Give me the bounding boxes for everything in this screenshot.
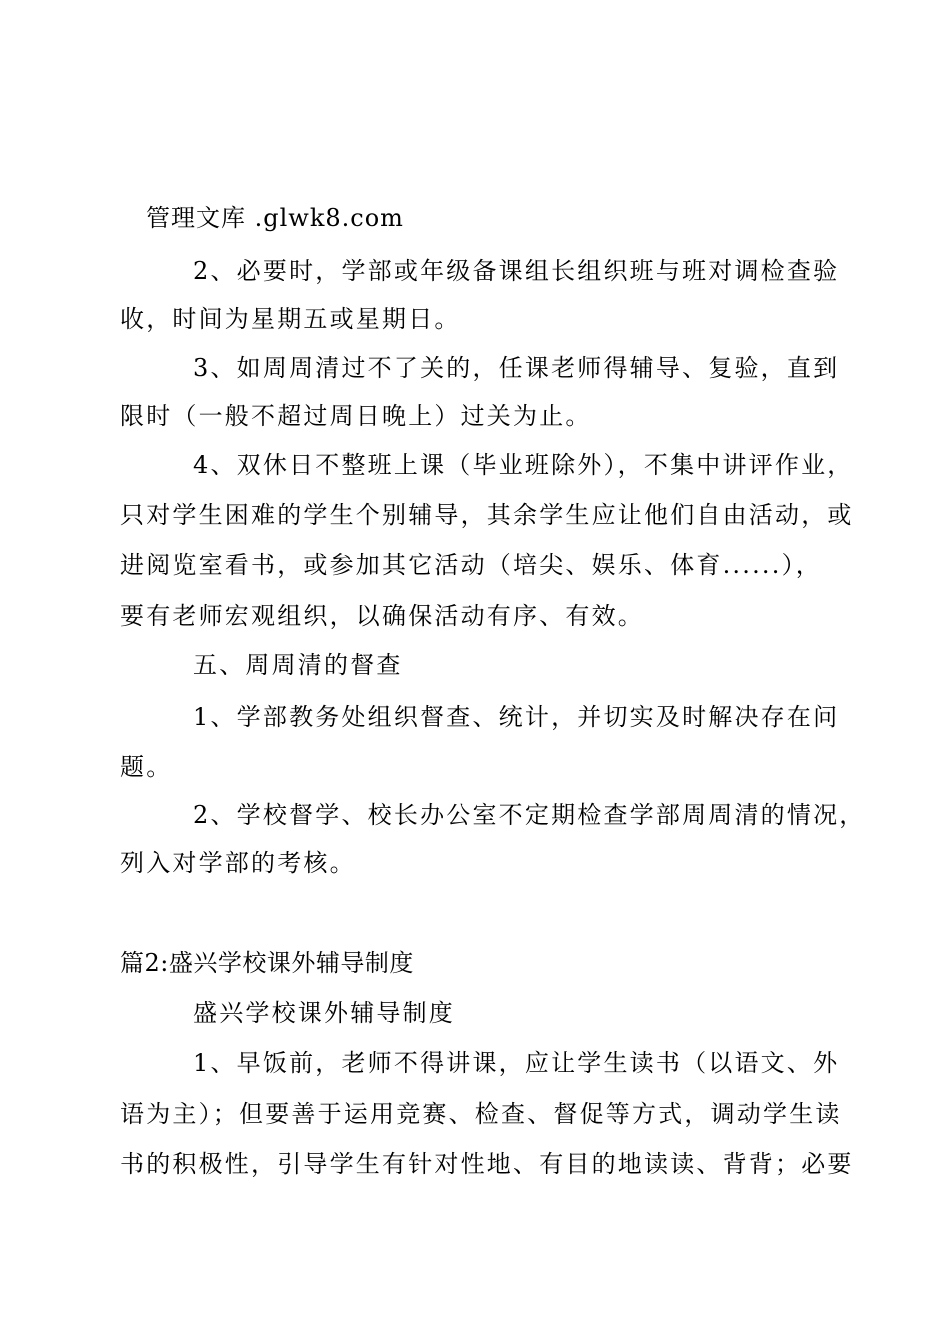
chapter-subtitle: 盛兴学校课外辅导制度 [193,999,455,1027]
paragraph-line: 限时（一般不超过周日晚上）过关为止。 [120,402,592,430]
document-header: 管理文库 .glwk8.com [146,204,404,232]
section-heading: 五、周周清的督查 [193,651,403,679]
paragraph-line: 语为主）；但要善于运用竞赛、检查、督促等方式，调动学生读 [120,1100,842,1128]
paragraph-line: 题。 [120,753,173,781]
paragraph-line: 列入对学部的考核。 [120,849,356,877]
paragraph-line: 书的积极性，引导学生有针对性地、有目的地读读、背背；必要 [120,1150,854,1178]
chapter-title: 篇2:盛兴学校课外辅导制度 [120,949,414,977]
paragraph-line: 只对学生困难的学生个别辅导，其余学生应让他们自由活动，或 [120,501,854,529]
paragraph-line: 进阅览室看书，或参加其它活动（培尖、娱乐、体育......）， [120,551,822,579]
paragraph-line: 1、早饭前，老师不得讲课，应让学生读书（以语文、外 [193,1049,840,1077]
paragraph-line: 1、学部教务处组织督查、统计，并切实及时解决存在问 [193,703,840,731]
paragraph-line: 收，时间为星期五或星期日。 [120,305,461,333]
paragraph-line: 2、必要时，学部或年级备课组长组织班与班对调检查验 [193,257,840,285]
paragraph-line: 4、双休日不整班上课（毕业班除外），不集中讲评作业， [193,451,854,479]
paragraph-line: 2、学校督学、校长办公室不定期检查学部周周清的情况， [193,801,866,829]
paragraph-line: 要有老师宏观组织，以确保活动有序、有效。 [120,602,644,630]
paragraph-line: 3、如周周清过不了关的，任课老师得辅导、复验，直到 [193,354,840,382]
